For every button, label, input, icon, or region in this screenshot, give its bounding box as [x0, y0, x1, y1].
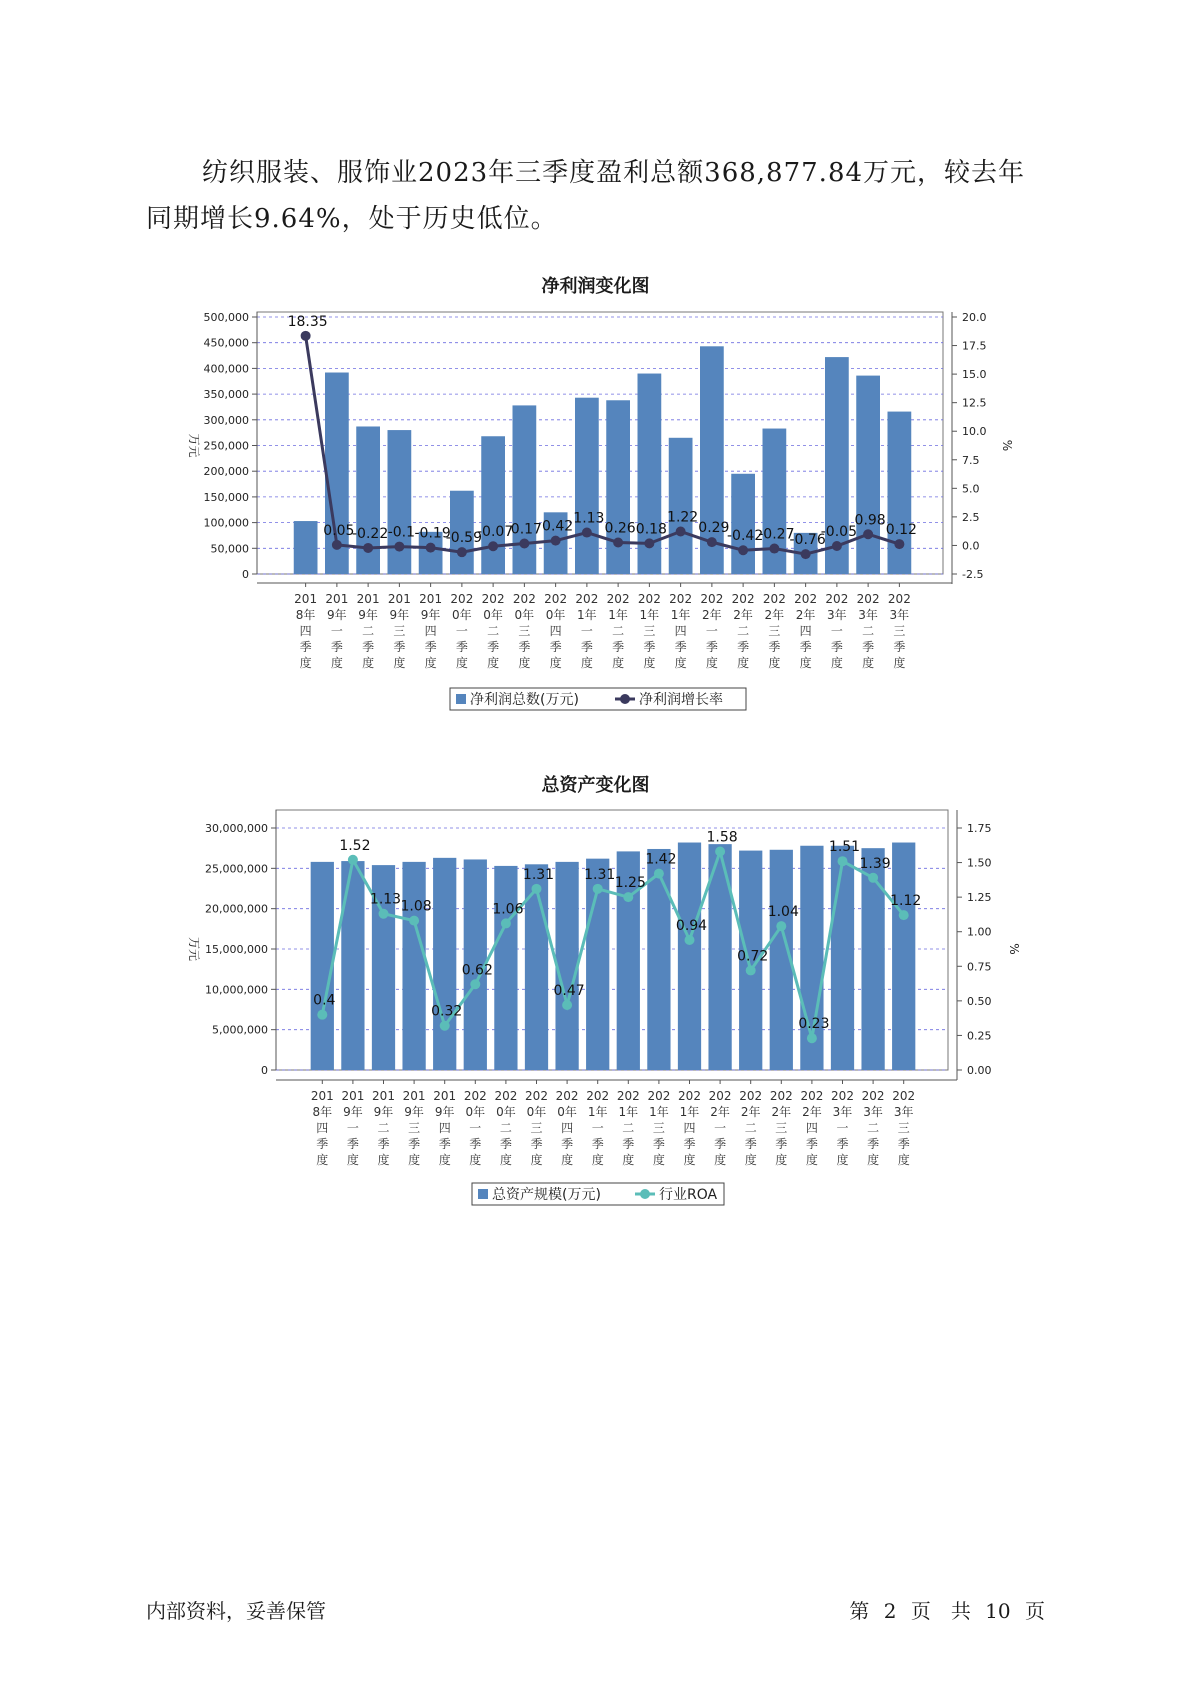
line-point — [394, 542, 404, 552]
bar — [481, 436, 505, 574]
bar — [892, 843, 915, 1070]
x-tick-label: 201 9年一季度 — [325, 592, 349, 670]
bar — [647, 849, 670, 1070]
y-tick-label: 25,000,000 — [205, 862, 268, 876]
y-axis-label: 万元 — [187, 433, 201, 458]
data-label: 0.26 — [604, 520, 636, 537]
y2-axis-label: % — [1007, 943, 1021, 955]
y-tick-label: 150,000 — [203, 490, 249, 504]
y2-tick-label: 17.5 — [962, 339, 987, 353]
data-label: 1.04 — [767, 904, 799, 921]
y2-tick-label: 0.00 — [967, 1064, 992, 1077]
y-tick-label: 400,000 — [203, 362, 249, 376]
x-tick-label: 202 3年一季度 — [825, 592, 849, 670]
line-point — [868, 873, 878, 883]
footer-page-number: 第 2 页 共 10 页 — [849, 1599, 1045, 1623]
y-tick-label: 20,000,000 — [205, 902, 268, 916]
line-point — [738, 545, 748, 555]
data-label: 1.42 — [645, 851, 677, 868]
bar — [555, 862, 578, 1070]
line-point — [519, 539, 529, 549]
bar — [402, 862, 425, 1070]
x-tick-label: 202 1年一季度 — [586, 1089, 610, 1167]
data-label: -0.19 — [414, 525, 451, 542]
bar — [494, 866, 517, 1070]
x-tick-label: 201 8年四季度 — [310, 1089, 334, 1167]
line-point — [623, 892, 633, 902]
line-point — [894, 539, 904, 549]
data-label: 1.06 — [492, 901, 524, 918]
x-tick-label: 201 8年四季度 — [294, 592, 318, 670]
line-point — [832, 541, 842, 551]
x-tick-label: 202 3年二季度 — [856, 592, 880, 670]
data-label: 0.42 — [542, 518, 574, 535]
x-tick-label: 202 3年三季度 — [892, 1089, 916, 1167]
line-point — [470, 979, 480, 989]
line-point — [426, 543, 436, 553]
y-tick-label: 5,000,000 — [212, 1023, 268, 1037]
data-label: 18.35 — [287, 313, 328, 330]
data-label: 0.98 — [854, 512, 886, 529]
data-label: -0.05 — [820, 524, 857, 541]
y2-tick-label: 2.5 — [962, 510, 980, 524]
legend-line-label: 净利润增长率 — [639, 692, 723, 708]
data-label: 1.08 — [400, 898, 432, 915]
data-label: 0.23 — [798, 1016, 830, 1033]
x-tick-label: 202 2年四季度 — [794, 592, 818, 670]
y2-tick-label: 1.25 — [967, 891, 992, 905]
line-point — [715, 847, 725, 857]
chart2-title: 总资产变化图 — [541, 775, 650, 796]
bar — [731, 474, 755, 574]
data-label: 1.25 — [614, 875, 646, 892]
data-label: 0.32 — [431, 1003, 463, 1020]
total-assets-chart — [0, 798, 1191, 1238]
y-tick-label: 30,000,000 — [205, 822, 268, 835]
y2-tick-label: 12.5 — [962, 396, 987, 410]
y-tick-label: 350,000 — [203, 388, 249, 402]
data-label: 0.72 — [737, 948, 769, 965]
bar — [669, 438, 693, 574]
y-tick-label: 450,000 — [203, 336, 249, 350]
data-label: -0.76 — [789, 532, 826, 549]
data-label: 0.12 — [885, 522, 917, 539]
x-tick-label: 202 1年三季度 — [637, 592, 661, 670]
y2-axis-label: % — [1000, 439, 1014, 452]
x-tick-label: 202 0年三季度 — [525, 1089, 548, 1167]
x-tick-label: 201 9年二季度 — [372, 1089, 395, 1167]
line-point — [863, 529, 873, 539]
line-point — [593, 884, 603, 894]
x-tick-label: 202 0年四季度 — [544, 592, 568, 670]
data-label: -0.27 — [758, 526, 795, 543]
y2-tick-label: 0.25 — [967, 1029, 992, 1043]
line-point — [363, 543, 373, 553]
line-point — [654, 869, 664, 879]
x-tick-label: 202 0年三季度 — [512, 592, 536, 670]
y2-tick-label: 7.5 — [962, 453, 980, 467]
y-tick-label: 200,000 — [203, 465, 249, 479]
x-tick-label: 201 9年一季度 — [341, 1089, 365, 1167]
line-point — [838, 856, 848, 866]
data-label: -0.22 — [352, 525, 389, 542]
y2-tick-label: 1.00 — [967, 925, 992, 939]
line-point — [501, 918, 511, 928]
y-tick-label: 300,000 — [203, 413, 249, 427]
x-tick-label: 202 2年一季度 — [700, 592, 724, 670]
x-tick-label: 202 3年二季度 — [861, 1089, 885, 1167]
x-tick-label: 201 9年四季度 — [433, 1089, 457, 1167]
data-label: 1.51 — [828, 839, 861, 856]
x-tick-label: 202 0年二季度 — [494, 1089, 518, 1167]
line-point — [348, 855, 358, 865]
y2-tick-label: 20.0 — [962, 311, 987, 324]
x-tick-label: 202 3年一季度 — [831, 1089, 854, 1167]
data-label: -0.59 — [445, 530, 482, 547]
bar — [888, 412, 912, 574]
line-point — [801, 549, 811, 559]
line-point — [301, 331, 311, 341]
summary-paragraph — [146, 150, 1046, 242]
x-tick-label: 202 2年二季度 — [731, 592, 755, 670]
legend-bar-label: 总资产规模(万元) — [492, 1187, 601, 1203]
line-point — [746, 965, 756, 975]
bar — [606, 400, 630, 574]
line-point — [488, 541, 498, 551]
line-point — [532, 884, 542, 894]
y-tick-label: 0 — [261, 1064, 268, 1077]
legend-bar-label: 净利润总数(万元) — [470, 692, 579, 708]
bar — [575, 398, 599, 574]
x-tick-label: 202 2年三季度 — [762, 592, 786, 670]
bar — [294, 521, 318, 574]
y-tick-label: 250,000 — [203, 439, 249, 453]
data-label: -0.42 — [727, 528, 764, 545]
chart1-title: 净利润变化图 — [541, 276, 650, 297]
line-point — [409, 916, 419, 926]
data-label: 1.13 — [369, 891, 402, 908]
y2-tick-label: 5.0 — [962, 482, 980, 496]
y-tick-label: 100,000 — [203, 516, 249, 530]
y2-tick-label: 15.0 — [962, 368, 987, 382]
data-label: 0.62 — [461, 962, 493, 979]
x-tick-label: 202 2年四季度 — [800, 1089, 824, 1167]
x-tick-label: 202 0年二季度 — [481, 592, 505, 670]
x-tick-label: 201 9年三季度 — [387, 592, 411, 670]
data-label: 1.52 — [339, 837, 371, 854]
y2-tick-label: 0.50 — [967, 994, 992, 1008]
x-tick-label: 202 0年一季度 — [463, 1089, 487, 1167]
x-tick-label: 202 1年三季度 — [647, 1089, 671, 1167]
bar — [831, 846, 854, 1070]
legend-bar-swatch — [456, 694, 466, 704]
x-tick-label: 201 9年四季度 — [419, 592, 443, 670]
x-tick-label: 202 0年四季度 — [555, 1089, 579, 1167]
footer-confidential: 内部资料，妥善保管 — [146, 1599, 326, 1623]
legend-bar-swatch — [478, 1189, 488, 1199]
x-tick-label: 202 2年一季度 — [708, 1089, 732, 1167]
y2-tick-label: 0.75 — [967, 960, 992, 974]
y-tick-label: 500,000 — [203, 311, 249, 324]
legend — [472, 1183, 724, 1205]
line-point — [899, 910, 909, 920]
legend-line-marker — [620, 694, 630, 704]
x-tick-label: 202 1年一季度 — [575, 592, 599, 670]
x-tick-label: 202 1年二季度 — [616, 1089, 640, 1167]
line-point — [707, 537, 717, 547]
data-label: -0.1 — [387, 524, 416, 541]
y2-tick-label: 0.0 — [962, 539, 980, 553]
line-point — [457, 547, 467, 557]
x-tick-label: 201 9年二季度 — [356, 592, 380, 670]
bar — [513, 405, 537, 574]
legend — [450, 688, 746, 710]
line-point — [685, 935, 695, 945]
data-label: 0.4 — [313, 992, 336, 1009]
legend-line-label: 行业ROA — [659, 1187, 718, 1203]
data-label: 0.17 — [510, 521, 542, 538]
line-point — [776, 921, 786, 931]
data-label: 1.31 — [584, 866, 616, 883]
x-tick-label: 202 3年三季度 — [887, 592, 911, 670]
data-label: 0.05 — [323, 522, 355, 539]
bar — [856, 376, 880, 574]
bar — [678, 843, 701, 1070]
line-point — [769, 544, 779, 554]
line-point — [317, 1010, 327, 1020]
data-label: -0.07 — [477, 524, 514, 541]
y2-tick-label: 1.75 — [967, 822, 992, 835]
y2-tick-label: 10.0 — [962, 425, 987, 439]
x-tick-label: 202 1年四季度 — [678, 1089, 701, 1167]
data-label: 0.47 — [553, 983, 585, 1000]
y2-tick-label: 1.50 — [967, 856, 992, 870]
data-label: 0.18 — [635, 521, 667, 538]
data-label: 0.29 — [698, 520, 730, 537]
data-label: 0.94 — [675, 918, 708, 935]
y-tick-label: 10,000,000 — [205, 983, 268, 997]
x-tick-label: 202 1年四季度 — [669, 592, 693, 670]
x-tick-label: 202 0年一季度 — [450, 592, 474, 670]
line-point — [582, 528, 592, 538]
legend-line-marker — [640, 1189, 650, 1199]
y-axis-label: 万元 — [187, 936, 201, 962]
data-label: 1.12 — [890, 893, 922, 910]
data-label: 1.31 — [522, 866, 555, 883]
x-tick-label: 202 2年二季度 — [739, 1089, 763, 1167]
line-point — [562, 1000, 572, 1010]
line-point — [613, 537, 623, 547]
x-tick-label: 202 1年二季度 — [606, 592, 630, 670]
line-point — [807, 1033, 817, 1043]
line-point — [379, 909, 389, 919]
data-label: 1.39 — [859, 855, 891, 872]
bar — [525, 864, 548, 1070]
y-tick-label: 50,000 — [210, 542, 249, 556]
line-point — [551, 536, 561, 546]
net-profit-chart — [0, 300, 1191, 760]
bar — [388, 430, 412, 574]
data-label: 1.22 — [667, 509, 699, 526]
x-tick-label: 201 9年三季度 — [402, 1089, 426, 1167]
summary-text: 纺织服装、服饰业2023年三季度盈利总额368,877.84万元，较去年同期增长9.64%，处于历史低位。 — [146, 158, 1026, 234]
line-point — [332, 540, 342, 550]
line-point — [644, 538, 654, 548]
y2-tick-label: -2.5 — [962, 568, 984, 581]
line-point — [676, 527, 686, 537]
bar — [433, 858, 456, 1070]
bar — [341, 861, 364, 1070]
y-tick-label: 0 — [242, 568, 249, 581]
data-label: 1.58 — [706, 829, 738, 846]
x-tick-label: 202 2年三季度 — [769, 1089, 793, 1167]
data-label: 1.13 — [573, 510, 605, 527]
line-point — [440, 1021, 450, 1031]
y-tick-label: 15,000,000 — [205, 943, 268, 956]
